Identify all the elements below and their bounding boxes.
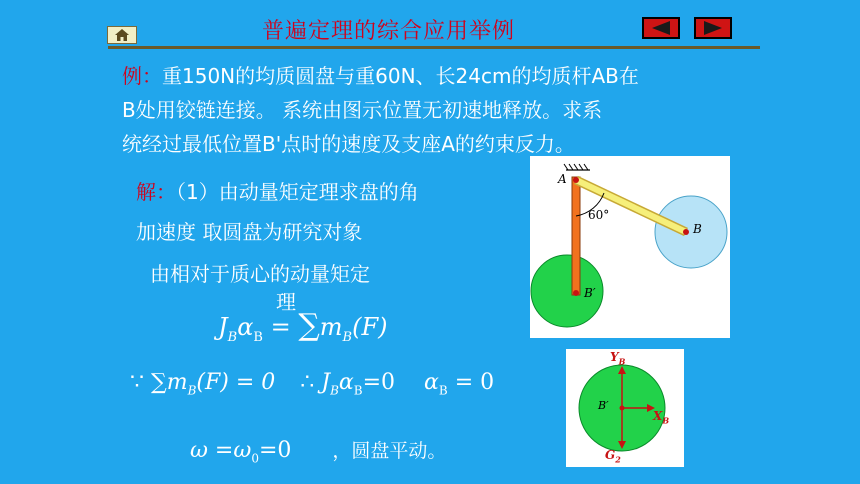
therefore-symbol: ∴ xyxy=(300,370,315,395)
formula-subscript: B xyxy=(438,383,448,398)
formula-subscript: B xyxy=(330,383,339,398)
mechanism-figure xyxy=(530,156,730,338)
formula-symbol: =0 xyxy=(362,370,396,395)
label-X-B xyxy=(653,409,669,425)
formula-symbol: J xyxy=(321,370,331,395)
label-angle: 60° xyxy=(588,208,610,222)
formula-conclusion xyxy=(130,370,494,397)
formula-symbol: =0 xyxy=(258,438,292,463)
previous-slide-button[interactable] xyxy=(642,17,680,39)
label-X: X xyxy=(653,409,663,423)
label-Y: Y xyxy=(610,350,619,364)
formula-symbol: α xyxy=(338,370,354,395)
solution-line-3: 由相对于质心的动量矩定 xyxy=(150,262,370,286)
solution-text-1: （1）由动量矩定理求盘的角 xyxy=(176,180,419,204)
formula-symbol: m xyxy=(319,313,343,341)
formula-subscript: B xyxy=(342,329,353,345)
label-Y-B xyxy=(610,350,625,366)
formula-subscript: B xyxy=(227,329,238,345)
formula-subscript: 0 xyxy=(251,451,259,466)
triangle-right-icon xyxy=(696,19,730,37)
formula-remark: ，圆盘平动。 xyxy=(332,440,447,462)
example-line-3: 统经过最低位置B'点时的速度及支座A的约束反力。 xyxy=(122,132,575,156)
formula-symbol: ∑m xyxy=(151,370,188,395)
label-G-2 xyxy=(605,448,621,464)
solution-line-2: 加速度 取圆盘为研究对象 xyxy=(136,220,363,244)
formula-sum: ∑ xyxy=(298,308,320,343)
formula-symbol: α xyxy=(237,313,254,341)
label-A: A xyxy=(558,172,567,186)
formula-operator: = xyxy=(270,313,291,341)
formula-subscript: B xyxy=(353,383,363,398)
label-B: B xyxy=(693,222,702,236)
label-X-subscript: B xyxy=(662,415,670,426)
example-line-1 xyxy=(122,60,639,92)
solution-line-4: 理 xyxy=(276,290,296,314)
label-B-prime: B′ xyxy=(598,399,609,412)
label-G: G xyxy=(605,448,616,462)
page-title: 普遍定理的综合应用举例 xyxy=(262,19,516,44)
label-B-prime: B′ xyxy=(584,286,596,300)
example-text-1: 重150N的均质圆盘与重60N、长24cm的均质杆AB在 xyxy=(162,64,639,88)
because-symbol: ∵ xyxy=(130,370,144,395)
formula-symbol: (F) = 0 xyxy=(196,370,276,395)
formula-symbol: α xyxy=(424,370,439,395)
label-Y-subscript: B xyxy=(618,356,626,367)
formula-angular-momentum xyxy=(218,308,388,345)
example-prefix: 例： xyxy=(122,64,162,88)
next-slide-button[interactable] xyxy=(694,17,732,39)
home-icon xyxy=(108,27,136,43)
formula-symbol: (F) xyxy=(352,313,388,341)
free-body-diagram xyxy=(566,349,684,467)
header-divider xyxy=(108,46,760,49)
formula-symbol: ω =ω xyxy=(190,438,252,463)
example-line-2: B处用铰链连接。 系统由图示位置无初速地释放。求系 xyxy=(122,98,603,122)
formula-symbol: = 0 xyxy=(447,370,495,395)
triangle-left-icon xyxy=(644,19,678,37)
formula-subscript: B xyxy=(187,383,197,398)
solution-prefix: 解： xyxy=(136,180,176,204)
label-G-subscript: 2 xyxy=(615,454,621,465)
formula-omega xyxy=(190,436,446,465)
home-button[interactable] xyxy=(107,26,137,44)
formula-symbol: J xyxy=(218,313,228,341)
solution-line-1 xyxy=(136,176,419,205)
formula-subscript: B xyxy=(253,329,263,345)
